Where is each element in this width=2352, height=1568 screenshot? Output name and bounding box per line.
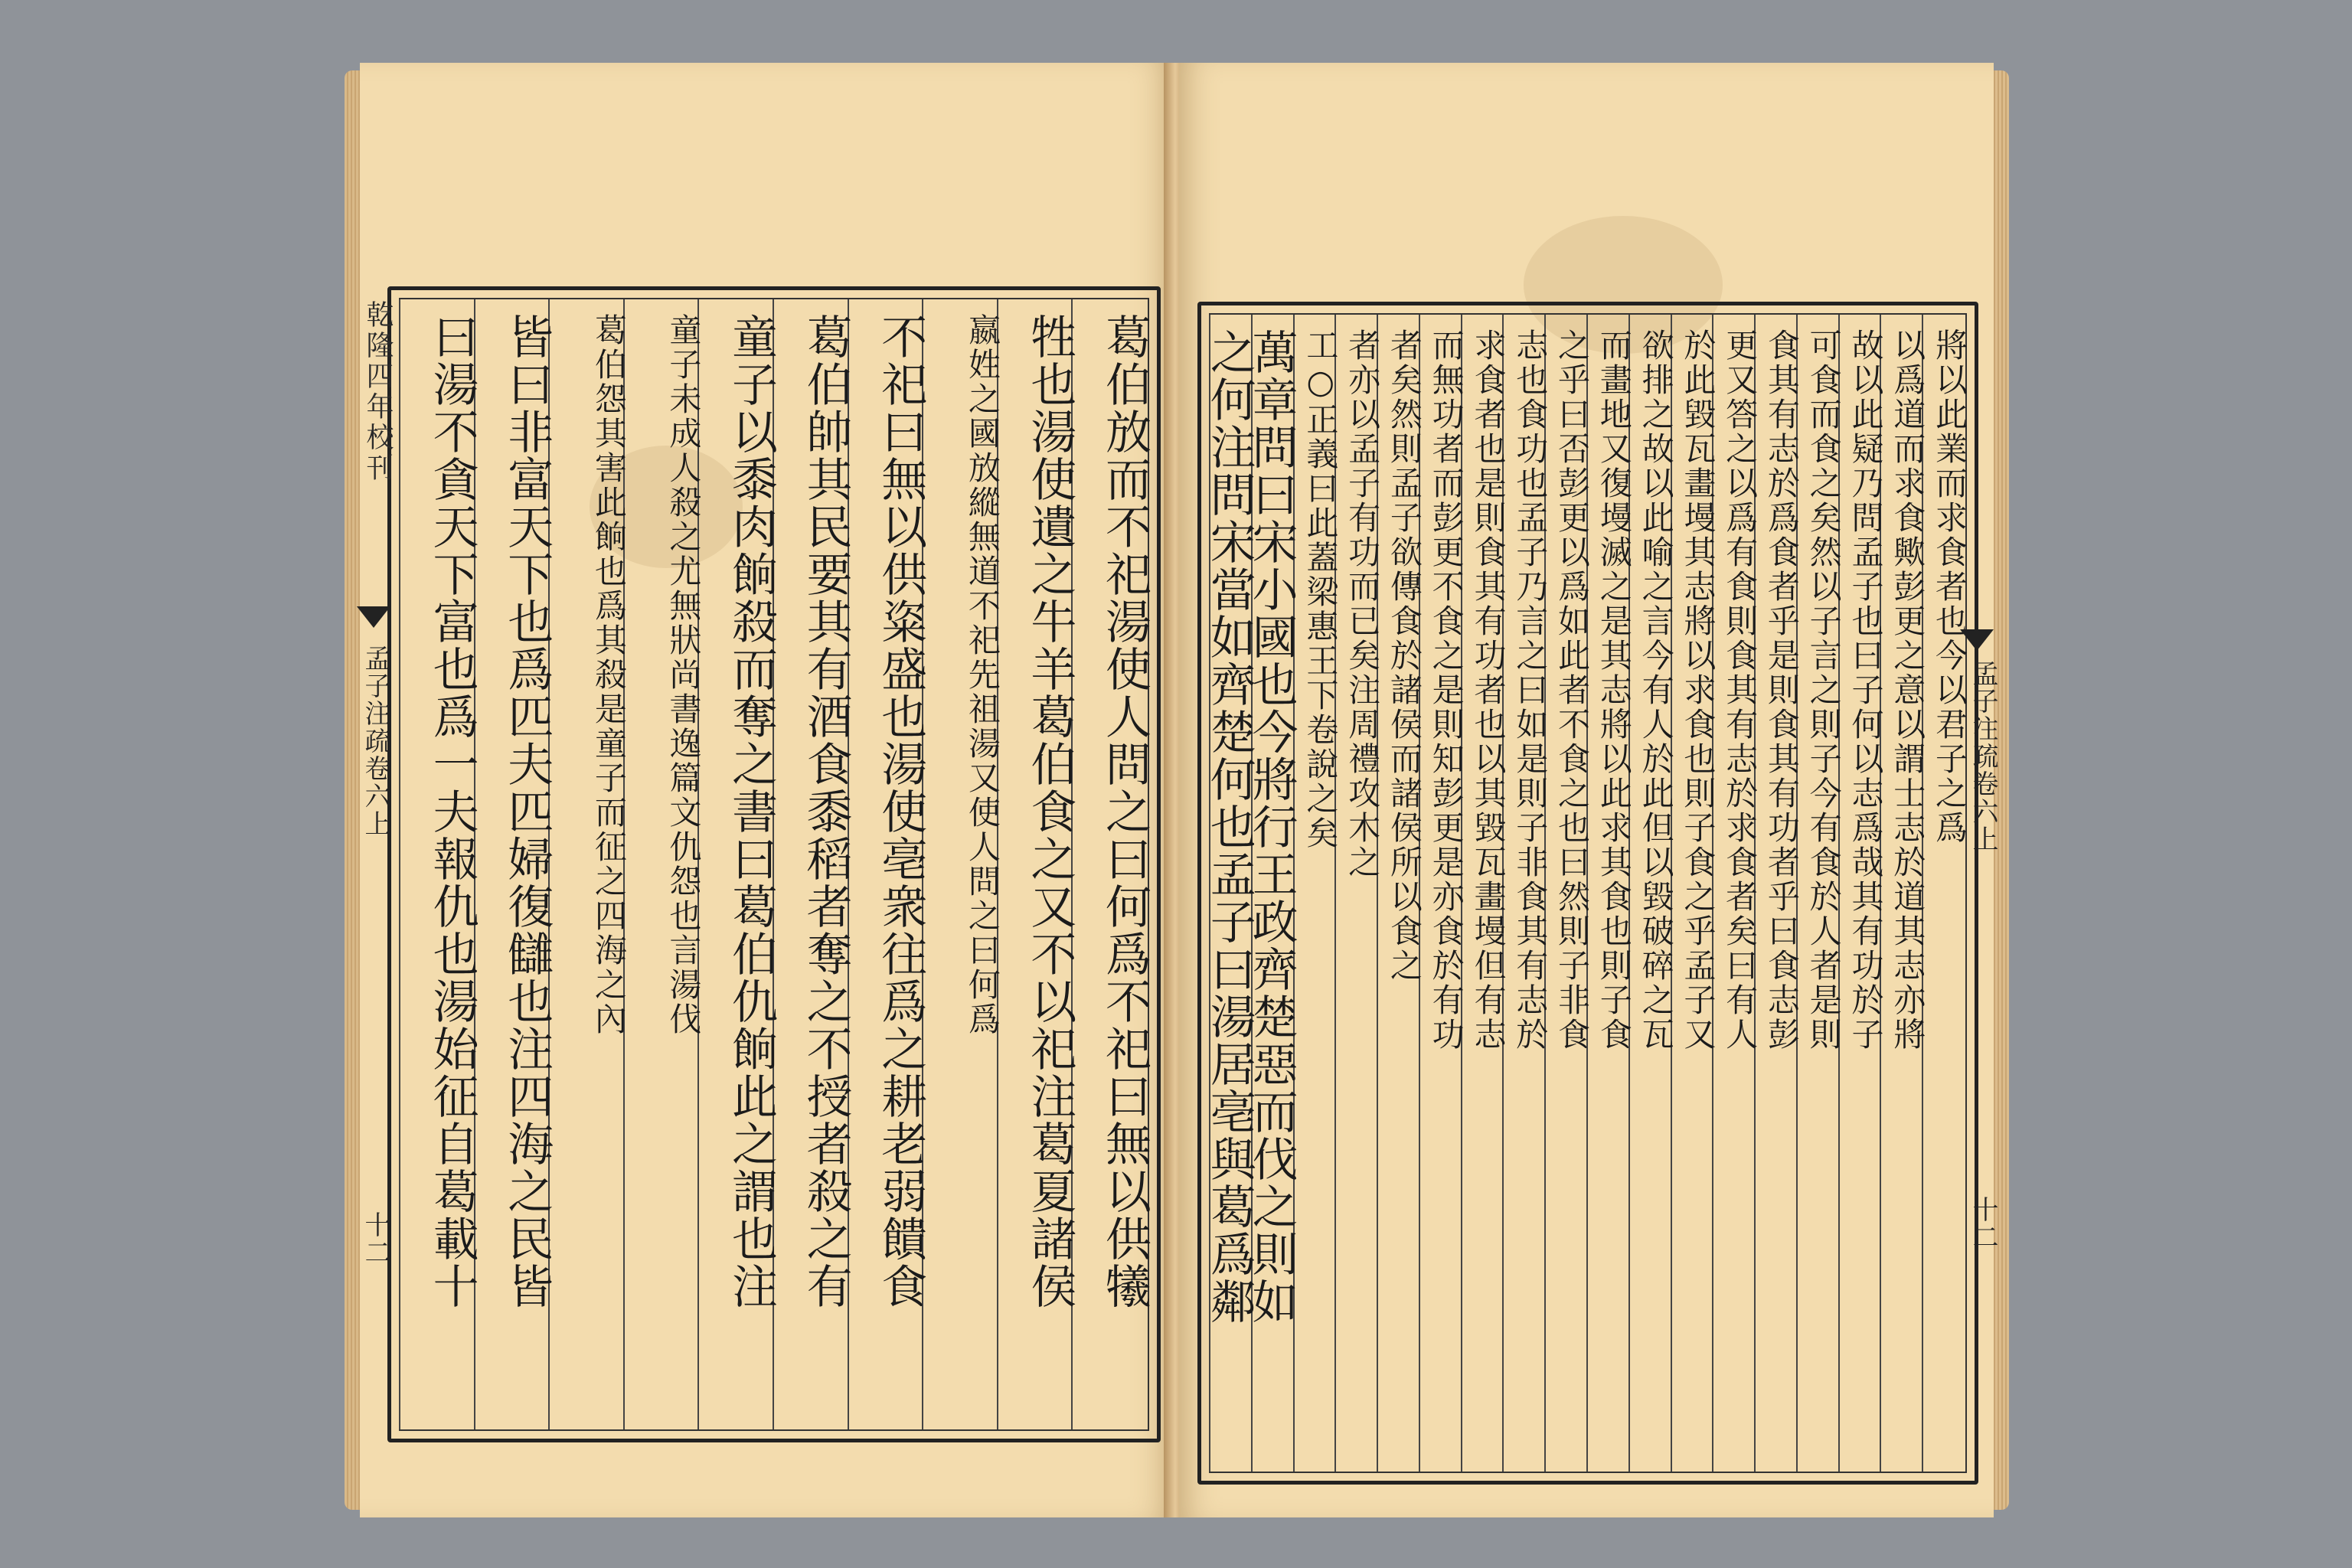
text-column: 葛伯怨其害此餉也爲其殺是童子而征之四海之內 xyxy=(548,299,625,1429)
text-column: 者亦以孟子有功而已矣注周禮攻木之 xyxy=(1334,315,1378,1472)
fold-page-number: 十二 xyxy=(1968,1196,1998,1251)
fold-page-number: 十二 xyxy=(360,1211,390,1266)
right-inner-border xyxy=(1202,313,1968,1473)
text-column: 而無功者而彭更不食之是則知彭更是亦食於有功 xyxy=(1419,315,1462,1472)
open-book xyxy=(345,63,2009,1517)
text-column: 更又答之以爲有食則食其有志於求食者矣曰有人 xyxy=(1712,315,1756,1472)
right-text-frame xyxy=(1197,302,1978,1485)
left-page xyxy=(360,63,1171,1517)
left-inner-border xyxy=(399,298,1152,1431)
text-column: 可食而食之矣然以子言之則子今有食於人者是則 xyxy=(1796,315,1840,1472)
text-column: 萬章問曰宋小國也今將行王政齊楚惡而伐之則如 xyxy=(1251,315,1295,1472)
text-column: 之乎曰否彭更以爲如此者不食之也曰然則子非食 xyxy=(1544,315,1588,1472)
text-column: 以爲道而求食歟彭更之意以謂士志於道其志亦將 xyxy=(1880,315,1923,1472)
text-column: 求食者也是則食其有功者也以其毀瓦畫墁但有志 xyxy=(1461,315,1504,1472)
text-column: 者矣然則孟子欲傳食於諸侯而諸侯所以食之 xyxy=(1377,315,1420,1472)
margin-note: 乾隆四年校刊 xyxy=(362,300,394,484)
left-text-frame xyxy=(387,286,1161,1442)
text-column: 葛伯放而不祀湯使人問之曰何爲不祀曰無以供犧 xyxy=(1071,299,1148,1429)
text-column: 食其有志於爲食者乎是則食其有功者乎曰食志彭 xyxy=(1754,315,1798,1472)
text-column: 不祀曰無以供粢盛也湯使亳衆往爲之耕老弱饋食 xyxy=(848,299,924,1429)
fish-tail-mark xyxy=(1960,629,1994,651)
text-column: 志也食功也孟子乃言之曰如是則子非食其有志於 xyxy=(1502,315,1546,1472)
text-column: 童子以黍肉餉殺而奪之書曰葛伯仇餉此之謂也注 xyxy=(697,299,774,1429)
text-column: 曰湯不貪天下富也爲一夫報仇也湯始征自葛載十 xyxy=(399,299,475,1429)
fish-tail-mark xyxy=(357,606,390,628)
text-column: 工○正義曰此蓋梁惠王下卷說之矣 xyxy=(1293,315,1337,1472)
text-column: 牲也湯使遺之牛羊葛伯食之又不以祀注葛夏諸侯 xyxy=(997,299,1073,1429)
text-column: 之何注問宋當如齊楚何也孟子曰湯居亳與葛爲鄰 xyxy=(1209,315,1253,1472)
text-column: 於此毀瓦畫墁其志將以求食也則子食之乎孟子又 xyxy=(1671,315,1714,1472)
text-column: 嬴姓之國放縱無道不祀先祖湯又使人問之曰何爲 xyxy=(922,299,998,1429)
fold-title: 孟子注疏卷六上 xyxy=(360,645,390,838)
text-column: 皆曰非富天下也爲匹夫匹婦復讎也注四海之民皆 xyxy=(474,299,550,1429)
fold-title: 孟子注疏卷六上 xyxy=(1968,660,1998,853)
text-column: 故以此疑乃問孟子也曰子何以志爲哉其有功於子 xyxy=(1838,315,1882,1472)
text-column: 童子未成人殺之尤無狀尚書逸篇文仇怨也言湯伐 xyxy=(623,299,700,1429)
text-column: 而畫地又復墁滅之是其志將以此求其食也則子食 xyxy=(1586,315,1630,1472)
right-page xyxy=(1179,63,1998,1517)
text-column: 葛伯帥其民要其有酒食黍稻者奪之不授者殺之有 xyxy=(773,299,849,1429)
text-column: 將以此業而求食者也今以君子之爲 xyxy=(1922,315,1965,1472)
text-column: 欲排之故以此喻之言今有人於此但以毀破碎之瓦 xyxy=(1628,315,1672,1472)
